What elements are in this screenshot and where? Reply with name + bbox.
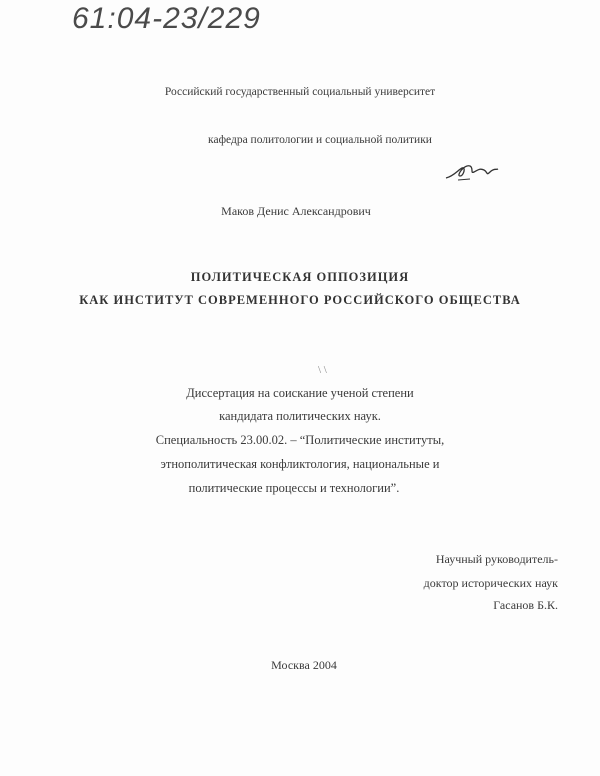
title-line-2: КАК ИНСТИТУТ СОВРЕМЕННОГО РОССИЙСКОГО ОБЩЕСТВА xyxy=(79,293,521,307)
degree-line-2: кандидата политических наук. xyxy=(219,409,381,423)
author-name: Маков Денис Александрович xyxy=(221,204,371,218)
signature-scribble xyxy=(444,160,500,184)
supervisor-degree: доктор исторических наук xyxy=(423,576,558,590)
degree-line-5: политические процессы и технологии”. xyxy=(188,481,400,495)
supervisor-name: Гасанов Б.К. xyxy=(493,598,558,612)
handwritten-catalog-code: 61:04-23/229 xyxy=(72,2,261,35)
department-name: кафедра политологии и социальной политики xyxy=(208,134,432,146)
title-line-1: ПОЛИТИЧЕСКАЯ ОППОЗИЦИЯ xyxy=(190,270,410,284)
degree-line-1: Диссертация на соискание ученой степени xyxy=(186,386,414,400)
degree-line-4: этнополитическая конфликтология, национальные и xyxy=(160,457,440,471)
stray-marks: \ \ xyxy=(318,364,327,376)
city-year: Москва 2004 xyxy=(271,658,337,672)
university-name: Российский государственный социальный университет xyxy=(164,86,436,98)
supervisor-role: Научный руководитель- xyxy=(435,552,558,566)
degree-line-3: Специальность 23.00.02. – “Политические институты, xyxy=(155,433,445,447)
